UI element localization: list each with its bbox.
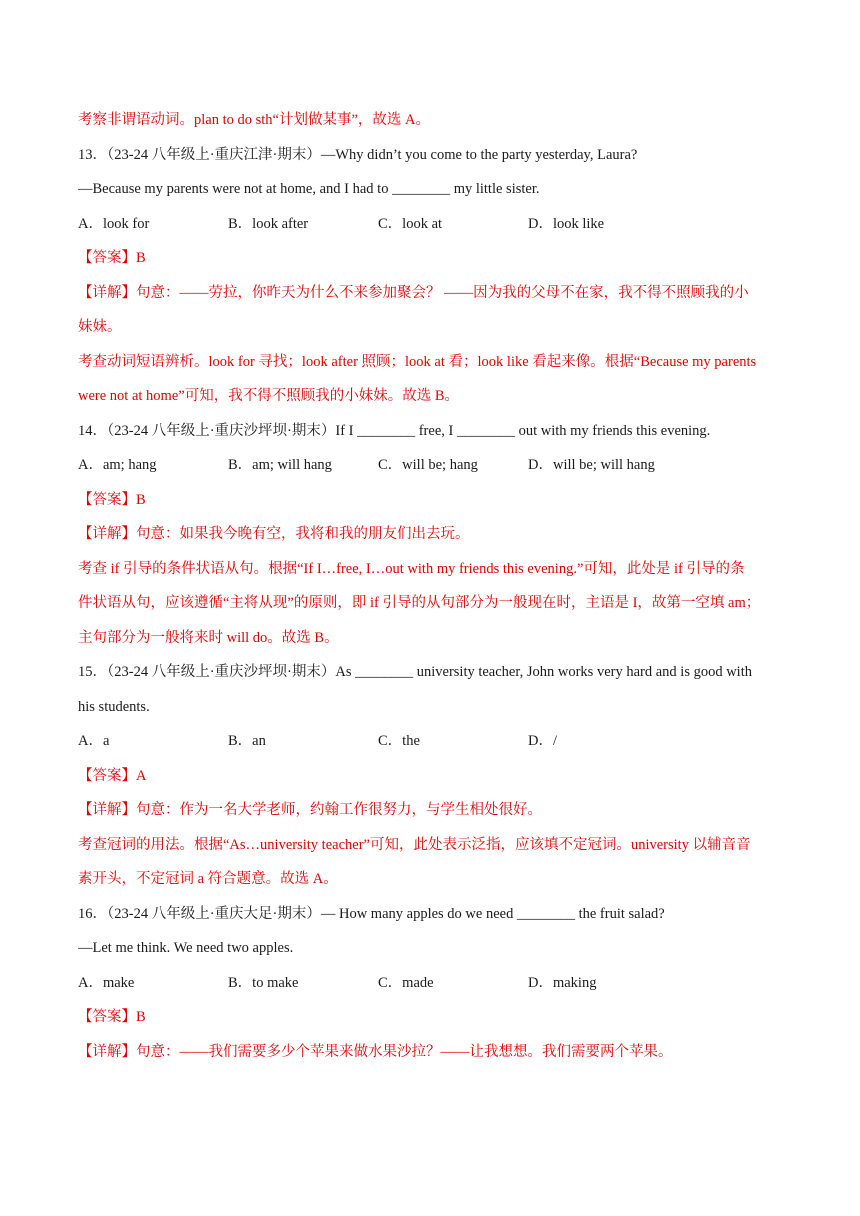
- explanation-line: 考察非谓语动词。plan to do sth“计划做某事”，故选 A。: [78, 112, 431, 128]
- option-d: D．/: [528, 733, 557, 749]
- question-line: 14．（23-24 八年级上·重庆沙坪坝·期末）If I ________ free, I ________ out with my friends this evening.: [78, 422, 711, 439]
- explanation-line: 【详解】句意：——劳拉，你昨天为什么不来参加聚会？ ——因为我的父母不在家，我不得不照顾我的小: [78, 284, 749, 301]
- answer-options: [78, 729, 786, 764]
- option-a: A．am; hang: [78, 457, 157, 473]
- explanation-line: 考查动词短语辨析。look for 寻找；look after 照顾；look at 看；look like 看起来像。根据“Because my parents: [78, 353, 757, 370]
- answer-options: [78, 971, 786, 1006]
- explanation-line: 妹妹。: [78, 319, 122, 335]
- option-c: C．the: [378, 733, 420, 749]
- option-a: A．make: [78, 974, 135, 991]
- option-b: B．to make: [228, 974, 299, 991]
- option-a: A．look for: [78, 215, 150, 232]
- question-line: 16．（23-24 八年级上·重庆大足·期末）— How many apples do we need ________ the fruit salad?: [78, 905, 665, 922]
- question-line: 13．（23-24 八年级上·重庆江津·期末）—Why didn’t you come to the party yesterday, Laura?: [78, 146, 638, 163]
- question-line: his students.: [78, 698, 150, 715]
- answer-line: 【答案】A: [78, 767, 147, 784]
- explanation-line: 考查 if 引导的条件状语从句。根据“If I…free, I…out with my friends this evening.”可知，此处是 if 引导的条: [78, 560, 745, 577]
- option-b: B．am; will hang: [228, 457, 332, 473]
- option-b: B．an: [228, 733, 266, 749]
- explanation-line: 件状语从句，应该遵循“主将从现”的原则，即 if 引导的从句部分为一般现在时，主语是 I，故第一空填 am；: [78, 595, 761, 611]
- option-b: B．look after: [228, 215, 309, 232]
- option-c: C．will be; hang: [378, 457, 478, 473]
- question-line: —Let me think. We need two apples.: [78, 940, 294, 956]
- answer-options: [78, 453, 786, 488]
- explanation-line: 【详解】句意：作为一名大学老师，约翰工作很努力，与学生相处很好。: [78, 802, 542, 818]
- explanation-line: were not at home”可知，我不得不照顾我的小妹妹。故选 B。: [78, 388, 459, 404]
- question-line: —Because my parents were not at home, and I had to ________ my little sister.: [78, 181, 540, 197]
- explanation-line: 主句部分为一般将来时 will do。故选 B。: [78, 629, 339, 646]
- option-d: D．look like: [528, 215, 605, 232]
- document-page: [78, 108, 786, 1074]
- option-c: C．look at: [378, 215, 443, 232]
- explanation-line: 【详解】句意：如果我今晚有空，我将和我的朋友们出去玩。: [78, 526, 470, 542]
- question-line: 15．（23-24 八年级上·重庆沙坪坝·期末）As ________ university teacher, John works very hard and is good with: [78, 664, 752, 680]
- option-c: C．made: [378, 974, 434, 991]
- answer-options: [78, 212, 786, 247]
- option-d: D．will be; will hang: [528, 457, 655, 473]
- answer-line: 【答案】B: [78, 250, 146, 266]
- option-d: D．making: [528, 974, 597, 991]
- answer-line: 【答案】B: [78, 1009, 146, 1025]
- option-a: A．a: [78, 733, 110, 749]
- answer-line: 【答案】B: [78, 491, 146, 508]
- explanation-line: 【详解】句意：——我们需要多少个苹果来做水果沙拉？——让我想想。我们需要两个苹果。: [78, 1043, 673, 1060]
- explanation-line: 考查冠词的用法。根据“As…university teacher”可知，此处表示泛指，应该填不定冠词。university 以辅音音: [78, 836, 751, 853]
- explanation-line: 素开头，不定冠词 a 符合题意。故选 A。: [78, 871, 338, 887]
